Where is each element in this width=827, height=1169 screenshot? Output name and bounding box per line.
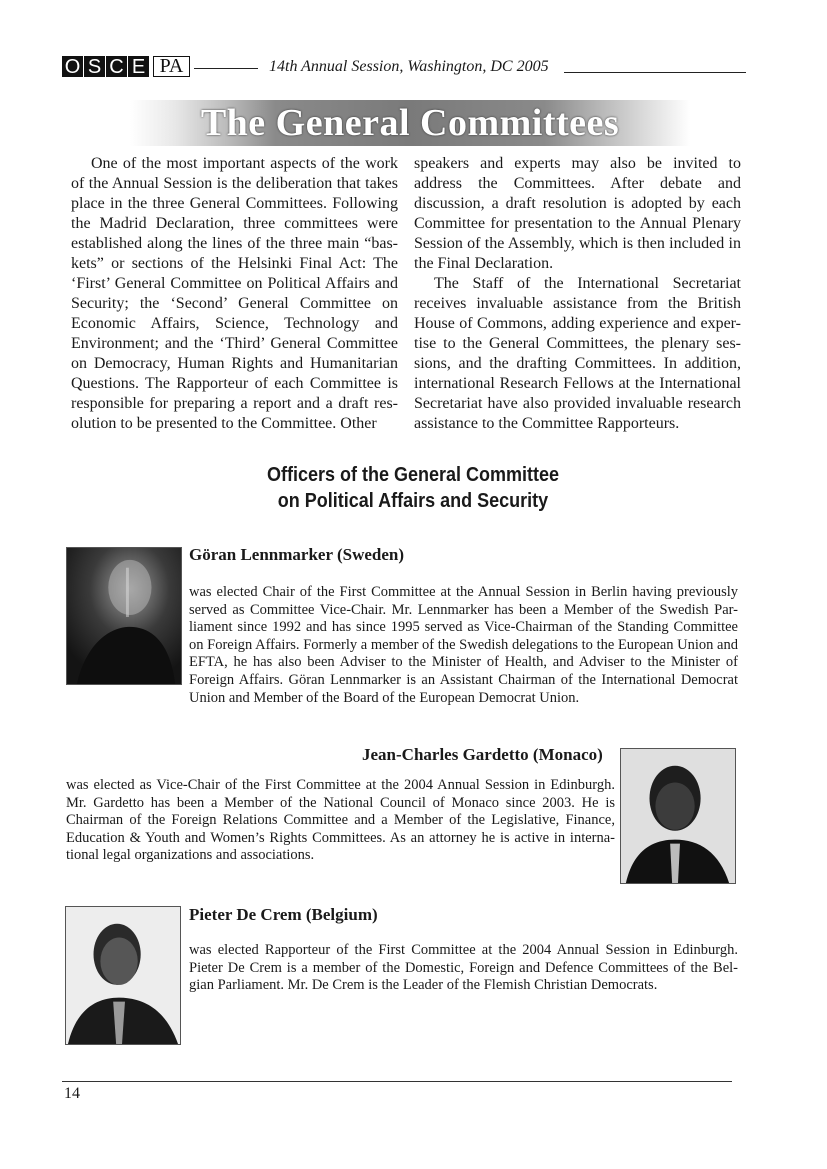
officer-photo [620, 748, 736, 884]
intro-paragraph: One of the most important aspects of the work of the Annual Session is the deliberation that takes place in the three General Committees. Following the Madrid Declaration, three committees were established along the lines of the three main “bas-kets” or sections of the Helsinki Final Act: The ‘First’ General Committee on Political Affairs and Security; the ‘Second’ General Committee on Economic Affairs, Science, Technology and Environment; and the ‘Third’ General Committee on Democracy, Human Rights and Humanitarian Questions. The Rapporteur of each Committee is responsible for preparing a report and a draft res-olution to be presented to the Committee. Other [71, 155, 398, 432]
officer-bio: was elected as Vice-Chair of the First Committee at the 2004 Annual Session in Edinburgh. Mr. Gardetto has been a Member of the National Council of Monaco since 2003. He is Chairman of the Foreign Relations Committee and a Member of the Legislative, Finance, Education & Youth and Women’s Rights Committees. As an attorney he is active in interna-tional legal organizations and associations. [66, 777, 615, 864]
logo-letter: E [128, 56, 149, 77]
logo-letter: C [106, 56, 127, 77]
officer-name: Pieter De Crem (Belgium) [189, 905, 378, 924]
header-rule-right [564, 72, 746, 73]
intro-column-left [71, 154, 398, 434]
officer-name: Göran Lennmarker (Sweden) [189, 545, 405, 564]
intro-paragraph: speakers and experts may also be invited to address the Committees. After debate and discussion, a draft resolution is adopted by each Committee for presentation to the Annual Plenary Session of the Assembly, which is then included in the Final Declaration. [414, 155, 741, 272]
intro-column-right [414, 154, 741, 434]
header-rule-left [194, 68, 258, 69]
osce-pa-logo [62, 56, 191, 77]
officer-photo [66, 547, 182, 685]
officer-photo [65, 906, 181, 1045]
intro-paragraph: The Staff of the International Secretariat receives invaluable assistance from the British House of Commons, adding experience and exper-tise to the General Committees, the plenary ses-sions, and the drafting Committees. In addition, international Research Fellows at the International Secretariat have also provided invaluable research assistance to the Committee Rapporteurs. [414, 275, 741, 432]
page-header [62, 55, 746, 79]
logo-letter: O [62, 56, 83, 77]
section-heading-line: Officers of the General Committee [266, 464, 560, 486]
footer-rule [62, 1081, 732, 1082]
officer-name: Jean-Charles Gardetto (Monaco) [362, 745, 603, 764]
logo-letter: S [84, 56, 105, 77]
section-heading-line: on Political Affairs and Security [277, 490, 549, 512]
officer-bio: was elected Chair of the First Committee at the Annual Session in Berlin having previously served as Committee Vice-Chair. Mr. Lennmarker has been a Member of the Swedish Par-liament since 1992 and has since 1995 served as Vice-Chairman of the Standing Committee on Foreign Affairs. Formerly a member of the Swedish delegations to the European Union and EFTA, he has also been Adviser to the Minister of Health, and Adviser to the Minister of Foreign Affairs. Göran Lennmarker is an Assistant Chairman of the International Democrat Union and Member of the Board of the European Democrat Union. [189, 584, 738, 706]
officer-bio: was elected Rapporteur of the First Committee at the 2004 Annual Session in Edinburgh. Pieter De Crem is a member of the Domestic, Foreign and Defence Committees of the Bel-gian Parliament. Mr. De Crem is the Leader of the Flemish Christian Democrats. [189, 942, 738, 994]
header-title: 14th Annual Session, Washington, DC 2005 [269, 58, 549, 75]
page-title: The General Committees [200, 102, 620, 144]
page-number: 14 [64, 1085, 80, 1102]
logo-pa: PA [153, 56, 190, 77]
section-heading [203, 462, 622, 514]
